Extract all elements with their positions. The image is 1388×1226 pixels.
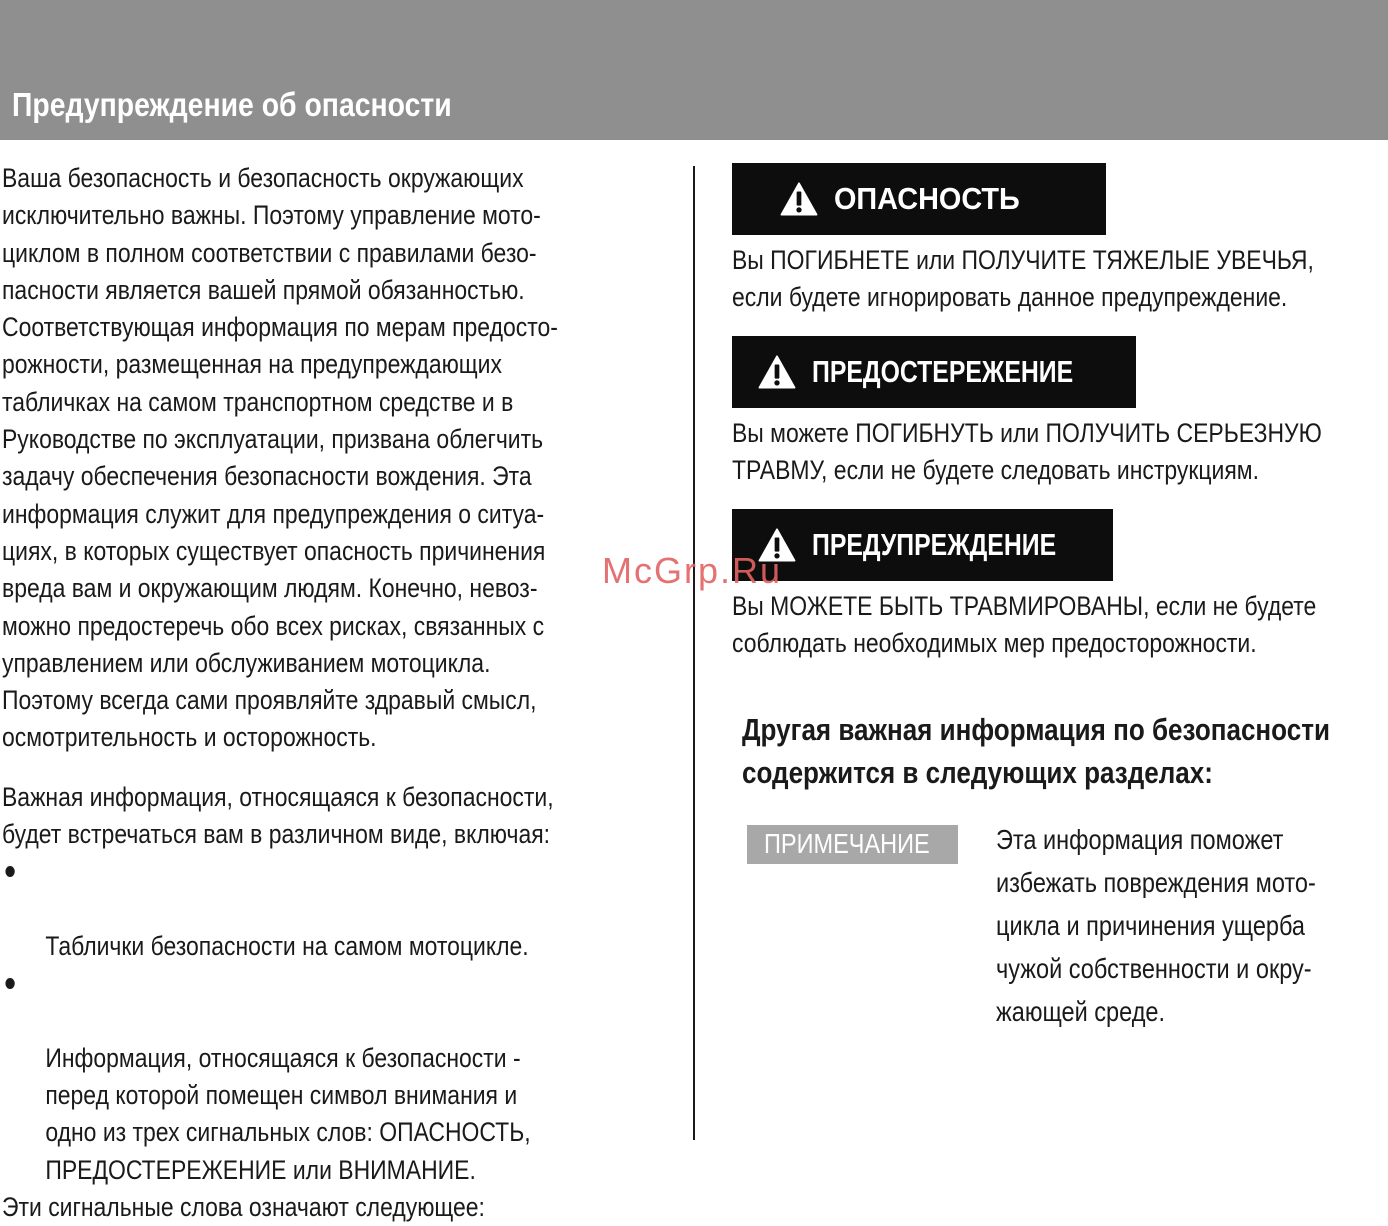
warning-badge-label: ПРЕДУПРЕЖДЕНИЕ xyxy=(812,527,1057,562)
closing-line: Эти сигнальные слова означают следующее: xyxy=(2,1192,485,1223)
danger-badge xyxy=(732,163,1106,235)
caution-badge xyxy=(732,336,1136,408)
bullet-dot-icon xyxy=(5,978,14,989)
note-badge-label: ПРИМЕЧАНИЕ xyxy=(764,828,930,859)
bullet-dot-icon xyxy=(5,866,14,877)
warning-badge xyxy=(732,509,1113,581)
column-divider xyxy=(693,166,695,1140)
caution-badge-label: ПРЕДОСТЕРЕЖЕНИЕ xyxy=(812,354,1074,389)
left-column xyxy=(2,160,648,1226)
warning-triangle-icon xyxy=(780,182,818,216)
intro-paragraph: Ваша безопасность и безопасность окружающих исключительно важны. Поэтому управление мото- циклом в полном соответствии с правилами безо- пасности является вашей прямой обязанностью. Соответствующая информация по мерам предосто- рожности, размещенная на предупреждающих табличках на самом транспортном средстве и в Руководстве по эксплуатации, призвана облегчить задачу обеспечения безопасности вождения. Эта информация служит для предупреждения о ситуа- циях, в которых существует опасность причинения вреда вам и окружающим людям. Конечно, невоз- можно предостеречь обо всех рисках, связанных с управлением или обслуживанием мотоцикла. Поэтому всегда сами проявляйте здравый смысл, осмотрительность и осторожность. xyxy=(2,163,558,753)
bullet-list xyxy=(2,853,648,1189)
danger-description: Вы ПОГИБНЕТЕ или ПОЛУЧИТЕ ТЯЖЕЛЫЕ УВЕЧЬЯ, если будете игнорировать данное предупреждение. xyxy=(732,245,1314,312)
list-item xyxy=(2,965,648,1189)
caution-description: Вы можете ПОГИБНУТЬ или ПОЛУЧИТЬ СЕРЬЕЗНУЮ ТРАВМУ, если не будете следовать инструкциям. xyxy=(732,418,1322,485)
list-item-text: Таблички безопасности на самом мотоцикле. xyxy=(45,930,529,961)
list-item-text: Информация, относящаяся к безопасности - перед которой помещен символ внимания и одно из трех сигнальных слов: ОПАСНОСТЬ, ПРЕДОСТЕРЕЖЕНИЕ или ВНИМАНИЕ. xyxy=(45,1042,531,1185)
warning-description: Вы МОЖЕТЕ БЫТЬ ТРАВМИРОВАНЫ, если не будете соблюдать необходимых мер предосторожности. xyxy=(732,591,1317,658)
warning-triangle-icon xyxy=(758,355,796,389)
note-badge xyxy=(747,825,958,864)
page-title: Предупреждение об опасности xyxy=(12,86,452,123)
watermark: McGrp.Ru xyxy=(602,550,783,591)
danger-badge-label: ОПАСНОСТЬ xyxy=(834,181,1020,216)
list-item xyxy=(2,853,648,965)
note-text: Эта информация поможет избежать повреждения мото- цикла и причинения ущерба чужой собственности и окру- жающей среде. xyxy=(996,824,1316,1027)
other-info-heading: Другая важная информация по безопасности содержится в следующих разделах: xyxy=(742,712,1330,790)
forms-lead-paragraph: Важная информация, относящаяся к безопасности, будет встречаться вам в различном виде, включая: xyxy=(2,781,554,850)
